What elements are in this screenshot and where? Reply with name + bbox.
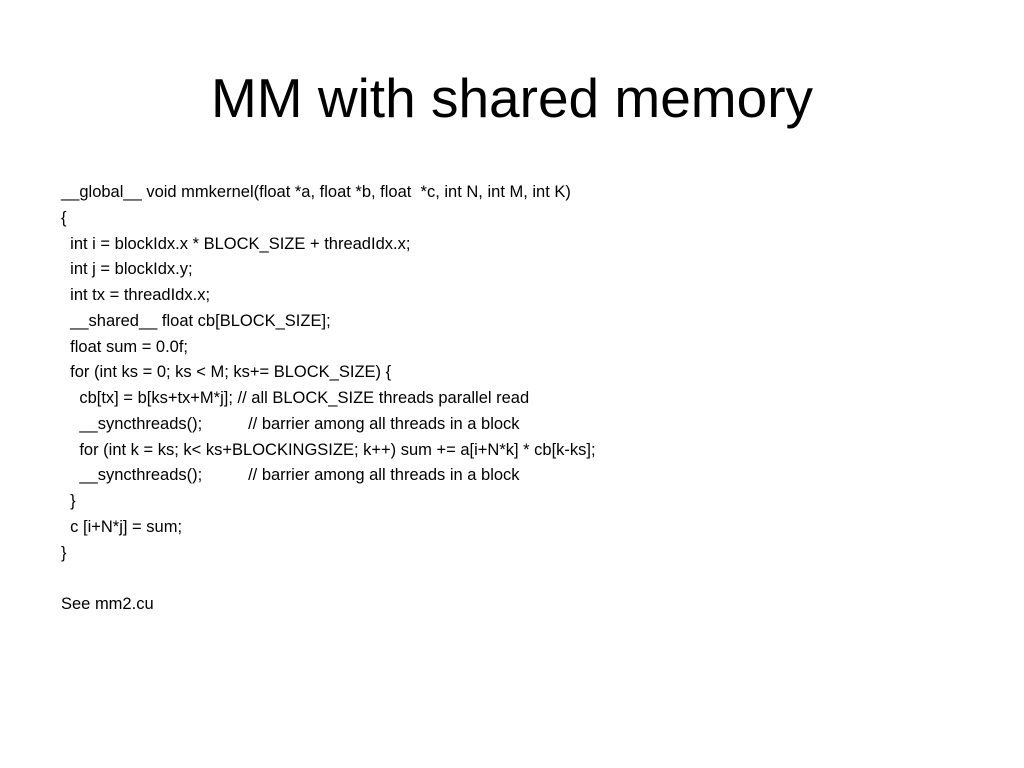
code-line: int j = blockIdx.y; xyxy=(61,260,193,279)
code-line: float sum = 0.0f; xyxy=(61,337,189,356)
slide-title: MM with shared memory xyxy=(210,67,814,129)
code-line: __syncthreads(); // barrier among all threads in a block xyxy=(61,414,520,433)
code-line: for (int ks = 0; ks < M; ks+= BLOCK_SIZE) { xyxy=(61,363,392,382)
code-line: cb[tx] = b[ks+tx+M*j]; // all BLOCK_SIZE threads parallel read xyxy=(61,389,530,407)
footer-note: See mm2.cu xyxy=(61,595,154,613)
code-line: { xyxy=(61,208,67,227)
code-line: } xyxy=(61,492,76,510)
blank-line xyxy=(61,566,961,592)
code-line: int i = blockIdx.x * BLOCK_SIZE + threadIdx.x; xyxy=(61,234,411,253)
code-line: } xyxy=(61,543,67,562)
slide-body xyxy=(61,180,961,618)
code-line: c [i+N*j] = sum; xyxy=(61,517,183,536)
code-line: __global__ void mmkernel(float *a, float *b, float *c, int N, int M, int K) xyxy=(61,183,571,201)
code-line: __syncthreads(); // barrier among all threads in a block xyxy=(61,466,520,485)
code-line: for (int k = ks; k< ks+BLOCKINGSIZE; k++) sum += a[i+N*k] * cb[k-ks]; xyxy=(61,440,596,459)
code-line: int tx = threadIdx.x; xyxy=(61,286,211,304)
code-line: __shared__ float cb[BLOCK_SIZE]; xyxy=(61,311,331,330)
